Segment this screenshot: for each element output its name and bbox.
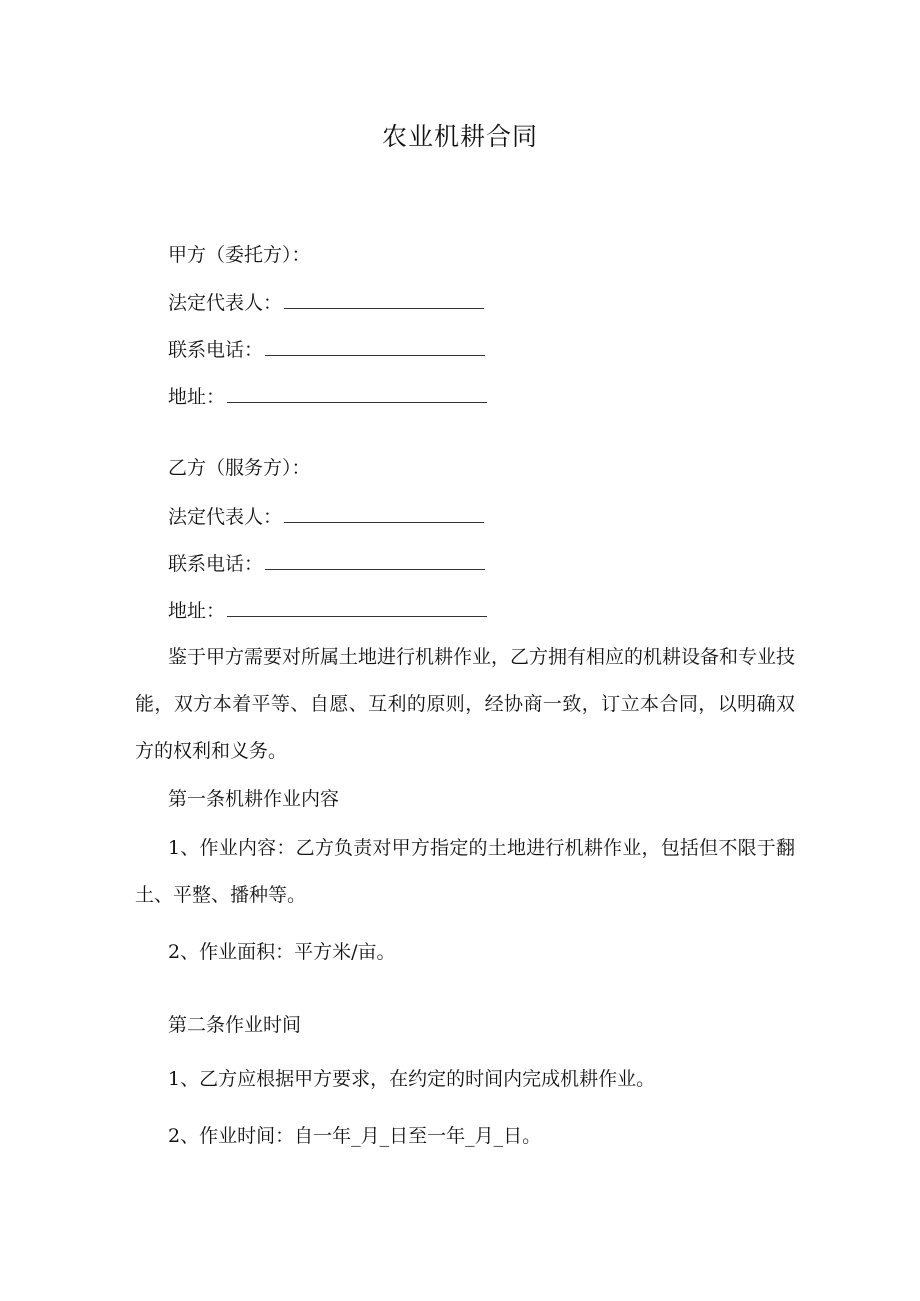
party-a-rep-blank[interactable]: [284, 287, 484, 309]
party-b-phone-label: 联系电话：: [168, 553, 264, 575]
party-a-phone-blank[interactable]: [265, 334, 485, 356]
party-b-rep-field: [168, 501, 484, 532]
article-1-item-1: 1、作业内容：乙方负责对甲方指定的土地进行机耕作业，包括但不限于翻土、平整、播种等。: [135, 837, 795, 906]
party-b-address-field: [168, 595, 487, 626]
party-a-address-label: 地址：: [168, 386, 226, 408]
party-a-phone-field: [168, 334, 485, 365]
party-b-phone-field: [168, 548, 485, 579]
document-title: 农业机耕合同: [381, 122, 538, 151]
party-a-rep-label: 法定代表人：: [168, 292, 283, 314]
preamble-paragraph: 鉴于甲方需要对所属土地进行机耕作业，乙方拥有相应的机耕设备和专业技能，双方本着平等、自愿、互利的原则，经协商一致，订立本合同，以明确双方的权利和义务。: [135, 646, 796, 762]
party-a-rep-field: [168, 287, 484, 318]
party-a-heading: 甲方（委托方）：: [168, 244, 311, 266]
party-b-address-blank[interactable]: [227, 595, 487, 617]
article-1-heading: 第一条机耕作业内容: [168, 788, 340, 810]
party-b-heading: 乙方（服务方）：: [168, 457, 311, 479]
party-b-phone-blank[interactable]: [265, 548, 485, 570]
party-a-phone-label: 联系电话：: [168, 339, 264, 361]
party-b-rep-label: 法定代表人：: [168, 506, 283, 528]
party-a-address-field: [168, 381, 487, 412]
article-2-heading: 第二条作业时间: [168, 1014, 302, 1036]
article-2-item-2: 2、作业时间：自一年_月_日至一年_月_日。: [168, 1125, 542, 1147]
party-b-address-label: 地址：: [168, 600, 226, 622]
party-b-rep-blank[interactable]: [284, 501, 484, 523]
article-1-item-2: 2、作业面积：平方米/亩。: [168, 941, 396, 963]
party-a-address-blank[interactable]: [227, 381, 487, 403]
article-2-item-1: 1、乙方应根据甲方要求，在约定的时间内完成机耕作业。: [168, 1068, 656, 1090]
